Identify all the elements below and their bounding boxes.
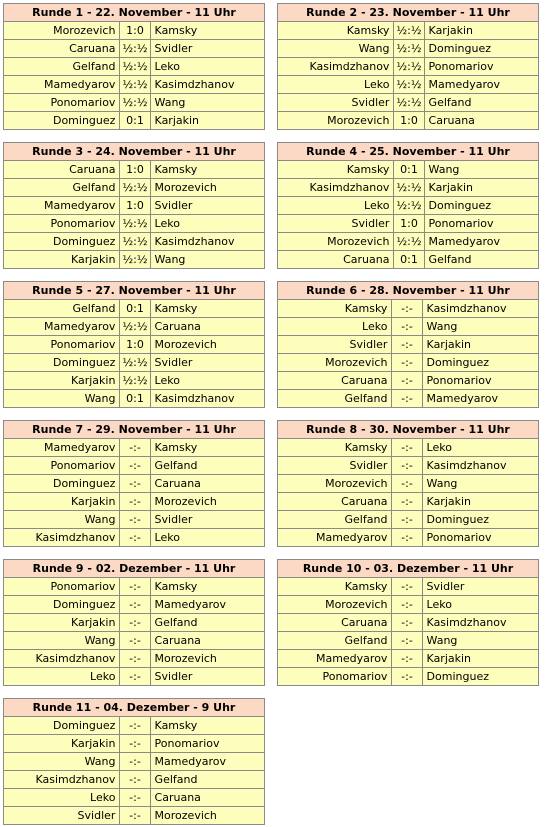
- game-row: [278, 94, 539, 112]
- game-result: -:-: [120, 439, 150, 457]
- game-result: ½:½: [120, 251, 150, 269]
- black-player: Mamedyarov: [422, 390, 538, 408]
- game-row: [278, 22, 539, 40]
- game-row: [4, 76, 265, 94]
- white-player: Kamsky: [278, 300, 392, 318]
- black-player: Wang: [424, 161, 538, 179]
- white-player: Ponomariov: [4, 336, 120, 354]
- game-row: [4, 439, 265, 457]
- black-player: Karjakin: [422, 650, 538, 668]
- black-player: Gelfand: [424, 251, 538, 269]
- game-result: -:-: [120, 529, 150, 547]
- white-player: Kasimdzhanov: [278, 58, 394, 76]
- game-row: [4, 717, 265, 735]
- round-10-table: [277, 559, 539, 686]
- game-result: -:-: [120, 771, 150, 789]
- game-result: -:-: [120, 596, 150, 614]
- black-player: Karjakin: [422, 493, 538, 511]
- white-player: Mamedyarov: [4, 439, 120, 457]
- game-row: [4, 596, 265, 614]
- game-result: -:-: [392, 336, 422, 354]
- round-title: Runde 10 - 03. Dezember - 11 Uhr: [278, 560, 539, 578]
- game-result: 1:0: [120, 161, 150, 179]
- game-row: [4, 40, 265, 58]
- black-player: Wang: [422, 475, 538, 493]
- round-title: Runde 6 - 28. November - 11 Uhr: [278, 282, 539, 300]
- black-player: Kamsky: [150, 717, 264, 735]
- game-row: [4, 161, 265, 179]
- game-result: ½:½: [120, 40, 150, 58]
- game-result: -:-: [120, 789, 150, 807]
- black-player: Dominguez: [424, 197, 538, 215]
- game-result: ½:½: [394, 58, 424, 76]
- round-title: Runde 7 - 29. November - 11 Uhr: [4, 421, 265, 439]
- white-player: Mamedyarov: [4, 318, 120, 336]
- round-6-table: [277, 281, 539, 408]
- black-player: Kamsky: [150, 439, 264, 457]
- white-player: Ponomariov: [4, 578, 120, 596]
- game-result: 0:1: [120, 112, 150, 130]
- game-result: -:-: [120, 475, 150, 493]
- black-player: Morozevich: [150, 493, 264, 511]
- game-row: [4, 318, 265, 336]
- game-result: -:-: [120, 650, 150, 668]
- black-player: Caruana: [150, 632, 264, 650]
- white-player: Wang: [278, 40, 394, 58]
- white-player: Svidler: [278, 94, 394, 112]
- game-row: [278, 668, 539, 686]
- game-result: -:-: [120, 807, 150, 825]
- game-result: 0:1: [120, 390, 150, 408]
- game-result: -:-: [120, 753, 150, 771]
- game-result: ½:½: [394, 76, 424, 94]
- game-row: [278, 179, 539, 197]
- white-player: Svidler: [278, 457, 392, 475]
- game-result: -:-: [120, 717, 150, 735]
- round-title: Runde 4 - 25. November - 11 Uhr: [278, 143, 539, 161]
- white-player: Morozevich: [4, 22, 120, 40]
- game-row: [278, 632, 539, 650]
- white-player: Svidler: [278, 215, 394, 233]
- white-player: Caruana: [278, 251, 394, 269]
- black-player: Dominguez: [424, 40, 538, 58]
- black-player: Wang: [422, 632, 538, 650]
- game-row: [4, 372, 265, 390]
- white-player: Gelfand: [278, 511, 392, 529]
- black-player: Kasimdzhanov: [150, 233, 264, 251]
- game-row: [4, 354, 265, 372]
- white-player: Wang: [4, 511, 120, 529]
- black-player: Svidler: [150, 668, 264, 686]
- game-result: ½:½: [394, 197, 424, 215]
- white-player: Morozevich: [278, 354, 392, 372]
- black-player: Ponomariov: [150, 735, 264, 753]
- white-player: Ponomariov: [4, 94, 120, 112]
- game-result: 1:0: [394, 112, 424, 130]
- white-player: Wang: [4, 753, 120, 771]
- white-player: Dominguez: [4, 112, 120, 130]
- game-row: [278, 215, 539, 233]
- game-row: [278, 233, 539, 251]
- black-player: Mamedyarov: [150, 596, 264, 614]
- game-row: [278, 457, 539, 475]
- game-row: [4, 390, 265, 408]
- game-row: [4, 300, 265, 318]
- black-player: Kamsky: [150, 300, 264, 318]
- white-player: Caruana: [4, 40, 120, 58]
- black-player: Karjakin: [150, 112, 264, 130]
- game-row: [4, 197, 265, 215]
- black-player: Dominguez: [422, 354, 538, 372]
- game-row: [278, 511, 539, 529]
- white-player: Svidler: [4, 807, 120, 825]
- round-title: Runde 11 - 04. Dezember - 9 Uhr: [4, 699, 265, 717]
- game-row: [278, 197, 539, 215]
- game-row: [4, 753, 265, 771]
- white-player: Kasimdzhanov: [4, 529, 120, 547]
- black-player: Ponomariov: [424, 215, 538, 233]
- game-row: [278, 336, 539, 354]
- game-result: ½:½: [394, 233, 424, 251]
- white-player: Caruana: [278, 372, 392, 390]
- game-result: 0:1: [120, 300, 150, 318]
- game-row: [4, 578, 265, 596]
- round-title: Runde 3 - 24. November - 11 Uhr: [4, 143, 265, 161]
- white-player: Dominguez: [4, 475, 120, 493]
- black-player: Dominguez: [422, 668, 538, 686]
- game-row: [4, 807, 265, 825]
- game-result: -:-: [392, 632, 422, 650]
- game-result: -:-: [392, 529, 422, 547]
- game-row: [4, 251, 265, 269]
- black-player: Kamsky: [150, 161, 264, 179]
- game-row: [4, 179, 265, 197]
- white-player: Gelfand: [278, 632, 392, 650]
- white-player: Mamedyarov: [4, 76, 120, 94]
- black-player: Caruana: [424, 112, 538, 130]
- game-row: [278, 529, 539, 547]
- white-player: Gelfand: [4, 179, 120, 197]
- white-player: Morozevich: [278, 233, 394, 251]
- white-player: Morozevich: [278, 475, 392, 493]
- black-player: Dominguez: [422, 511, 538, 529]
- game-result: -:-: [392, 439, 422, 457]
- game-result: 1:0: [120, 22, 150, 40]
- game-result: -:-: [392, 457, 422, 475]
- black-player: Caruana: [150, 789, 264, 807]
- black-player: Morozevich: [150, 179, 264, 197]
- black-player: Gelfand: [150, 614, 264, 632]
- game-result: ½:½: [394, 40, 424, 58]
- game-row: [278, 58, 539, 76]
- white-player: Mamedyarov: [278, 650, 392, 668]
- game-result: ½:½: [394, 94, 424, 112]
- white-player: Karjakin: [4, 251, 120, 269]
- white-player: Ponomariov: [278, 668, 392, 686]
- game-result: -:-: [392, 390, 422, 408]
- game-result: -:-: [120, 457, 150, 475]
- black-player: Kamsky: [150, 578, 264, 596]
- round-5-table: [3, 281, 265, 408]
- game-result: ½:½: [120, 76, 150, 94]
- black-player: Caruana: [150, 475, 264, 493]
- game-row: [4, 475, 265, 493]
- white-player: Leko: [278, 318, 392, 336]
- black-player: Leko: [150, 215, 264, 233]
- round-title: Runde 8 - 30. November - 11 Uhr: [278, 421, 539, 439]
- game-result: ½:½: [120, 94, 150, 112]
- black-player: Wang: [422, 318, 538, 336]
- game-row: [278, 112, 539, 130]
- white-player: Kasimdzhanov: [4, 771, 120, 789]
- black-player: Mamedyarov: [424, 233, 538, 251]
- black-player: Leko: [422, 439, 538, 457]
- round-1-table: [3, 3, 265, 130]
- game-row: [4, 614, 265, 632]
- round-8-table: [277, 420, 539, 547]
- game-row: [4, 650, 265, 668]
- round-3-table: [3, 142, 265, 269]
- black-player: Wang: [150, 94, 264, 112]
- game-result: 1:0: [120, 197, 150, 215]
- white-player: Dominguez: [4, 596, 120, 614]
- game-row: [278, 354, 539, 372]
- game-row: [278, 439, 539, 457]
- game-result: -:-: [392, 318, 422, 336]
- game-result: 1:0: [120, 336, 150, 354]
- white-player: Morozevich: [278, 596, 392, 614]
- game-row: [278, 650, 539, 668]
- black-player: Leko: [150, 58, 264, 76]
- black-player: Leko: [422, 596, 538, 614]
- game-result: -:-: [392, 475, 422, 493]
- game-result: -:-: [392, 650, 422, 668]
- white-player: Kamsky: [278, 439, 392, 457]
- game-result: ½:½: [120, 318, 150, 336]
- round-title: Runde 1 - 22. November - 11 Uhr: [4, 4, 265, 22]
- game-result: -:-: [392, 614, 422, 632]
- round-2-table: [277, 3, 539, 130]
- black-player: Mamedyarov: [150, 753, 264, 771]
- white-player: Ponomariov: [4, 457, 120, 475]
- game-row: [4, 735, 265, 753]
- game-result: -:-: [120, 578, 150, 596]
- black-player: Svidler: [150, 197, 264, 215]
- black-player: Kasimdzhanov: [150, 390, 264, 408]
- black-player: Leko: [150, 372, 264, 390]
- white-player: Morozevich: [278, 112, 394, 130]
- white-player: Leko: [4, 789, 120, 807]
- game-result: 1:0: [394, 215, 424, 233]
- black-player: Svidler: [422, 578, 538, 596]
- white-player: Kamsky: [278, 578, 392, 596]
- game-row: [278, 372, 539, 390]
- white-player: Mamedyarov: [4, 197, 120, 215]
- game-row: [4, 112, 265, 130]
- black-player: Svidler: [150, 511, 264, 529]
- game-row: [4, 789, 265, 807]
- white-player: Gelfand: [4, 300, 120, 318]
- white-player: Caruana: [4, 161, 120, 179]
- black-player: Morozevich: [150, 650, 264, 668]
- game-row: [278, 614, 539, 632]
- game-result: ½:½: [120, 372, 150, 390]
- game-row: [278, 578, 539, 596]
- game-result: -:-: [392, 372, 422, 390]
- black-player: Wang: [150, 251, 264, 269]
- game-row: [278, 161, 539, 179]
- game-result: ½:½: [120, 233, 150, 251]
- round-title: Runde 2 - 23. November - 11 Uhr: [278, 4, 539, 22]
- game-result: -:-: [120, 511, 150, 529]
- game-row: [4, 771, 265, 789]
- game-result: ½:½: [120, 58, 150, 76]
- black-player: Ponomariov: [422, 372, 538, 390]
- black-player: Morozevich: [150, 336, 264, 354]
- black-player: Gelfand: [150, 771, 264, 789]
- black-player: Mamedyarov: [424, 76, 538, 94]
- game-row: [4, 233, 265, 251]
- game-row: [278, 475, 539, 493]
- black-player: Gelfand: [150, 457, 264, 475]
- black-player: Karjakin: [422, 336, 538, 354]
- round-11-table: [3, 698, 265, 825]
- white-player: Kamsky: [278, 22, 394, 40]
- white-player: Svidler: [278, 336, 392, 354]
- game-result: 0:1: [394, 161, 424, 179]
- black-player: Kamsky: [150, 22, 264, 40]
- game-result: ½:½: [120, 354, 150, 372]
- game-result: -:-: [392, 493, 422, 511]
- game-row: [278, 300, 539, 318]
- white-player: Karjakin: [4, 735, 120, 753]
- white-player: Leko: [278, 197, 394, 215]
- black-player: Gelfand: [424, 94, 538, 112]
- game-row: [278, 390, 539, 408]
- game-row: [278, 251, 539, 269]
- game-result: -:-: [120, 614, 150, 632]
- black-player: Karjakin: [424, 22, 538, 40]
- white-player: Wang: [4, 390, 120, 408]
- black-player: Morozevich: [150, 807, 264, 825]
- game-row: [4, 511, 265, 529]
- white-player: Leko: [278, 76, 394, 94]
- game-row: [278, 596, 539, 614]
- white-player: Karjakin: [4, 372, 120, 390]
- white-player: Dominguez: [4, 717, 120, 735]
- black-player: Ponomariov: [422, 529, 538, 547]
- game-row: [4, 457, 265, 475]
- game-result: -:-: [392, 300, 422, 318]
- game-row: [4, 632, 265, 650]
- white-player: Kasimdzhanov: [278, 179, 394, 197]
- black-player: Leko: [150, 529, 264, 547]
- black-player: Svidler: [150, 354, 264, 372]
- game-result: -:-: [120, 735, 150, 753]
- game-row: [4, 529, 265, 547]
- game-result: -:-: [120, 493, 150, 511]
- game-row: [4, 215, 265, 233]
- game-row: [4, 94, 265, 112]
- black-player: Kasimdzhanov: [150, 76, 264, 94]
- round-7-table: [3, 420, 265, 547]
- game-result: -:-: [120, 632, 150, 650]
- game-row: [278, 40, 539, 58]
- round-4-table: [277, 142, 539, 269]
- white-player: Ponomariov: [4, 215, 120, 233]
- white-player: Caruana: [278, 614, 392, 632]
- game-row: [278, 493, 539, 511]
- game-row: [4, 22, 265, 40]
- white-player: Karjakin: [4, 493, 120, 511]
- round-title: Runde 9 - 02. Dezember - 11 Uhr: [4, 560, 265, 578]
- game-result: ½:½: [120, 179, 150, 197]
- white-player: Gelfand: [278, 390, 392, 408]
- game-row: [278, 76, 539, 94]
- round-9-table: [3, 559, 265, 686]
- black-player: Kasimdzhanov: [422, 457, 538, 475]
- white-player: Dominguez: [4, 354, 120, 372]
- white-player: Kasimdzhanov: [4, 650, 120, 668]
- game-result: -:-: [392, 668, 422, 686]
- game-result: -:-: [392, 578, 422, 596]
- game-result: -:-: [392, 354, 422, 372]
- game-result: -:-: [392, 596, 422, 614]
- black-player: Ponomariov: [424, 58, 538, 76]
- round-title: Runde 5 - 27. November - 11 Uhr: [4, 282, 265, 300]
- white-player: Kamsky: [278, 161, 394, 179]
- game-row: [4, 668, 265, 686]
- game-result: -:-: [392, 511, 422, 529]
- white-player: Mamedyarov: [278, 529, 392, 547]
- white-player: Wang: [4, 632, 120, 650]
- white-player: Gelfand: [4, 58, 120, 76]
- game-result: ½:½: [120, 215, 150, 233]
- game-result: -:-: [120, 668, 150, 686]
- black-player: Kasimdzhanov: [422, 300, 538, 318]
- game-row: [278, 318, 539, 336]
- game-result: 0:1: [394, 251, 424, 269]
- black-player: Kasimdzhanov: [422, 614, 538, 632]
- white-player: Karjakin: [4, 614, 120, 632]
- game-result: ½:½: [394, 179, 424, 197]
- white-player: Caruana: [278, 493, 392, 511]
- game-row: [4, 58, 265, 76]
- game-result: ½:½: [394, 22, 424, 40]
- black-player: Karjakin: [424, 179, 538, 197]
- black-player: Svidler: [150, 40, 264, 58]
- black-player: Caruana: [150, 318, 264, 336]
- game-row: [4, 493, 265, 511]
- game-row: [4, 336, 265, 354]
- white-player: Leko: [4, 668, 120, 686]
- white-player: Dominguez: [4, 233, 120, 251]
